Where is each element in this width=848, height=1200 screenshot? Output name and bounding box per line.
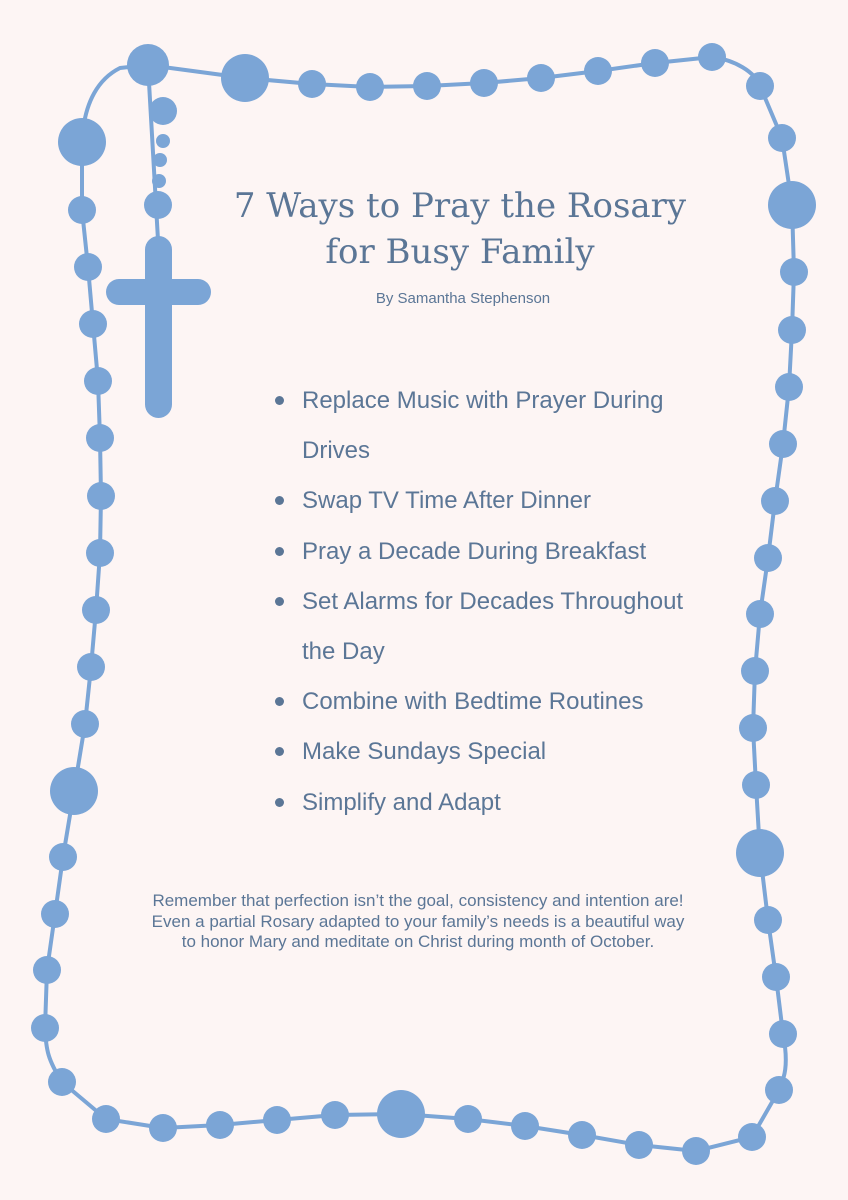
title-line-2: for Busy Family <box>325 232 595 272</box>
rosary-bead <box>221 54 269 102</box>
rosary-bead <box>86 424 114 452</box>
rosary-bead <box>780 258 808 286</box>
rosary-bead <box>765 1076 793 1104</box>
rosary-bead <box>761 487 789 515</box>
rosary-bead <box>149 1114 177 1142</box>
author-byline: By Samantha Stephenson <box>375 290 551 307</box>
list-item <box>272 577 692 677</box>
rosary-bead <box>742 771 770 799</box>
rosary-bead <box>746 600 774 628</box>
rosary-bead <box>568 1121 596 1149</box>
rosary-bead <box>82 596 110 624</box>
rosary-bead <box>71 710 99 738</box>
rosary-bead <box>746 72 774 100</box>
rosary-bead <box>741 657 769 685</box>
tips-list <box>272 376 692 828</box>
rosary-bead <box>377 1090 425 1138</box>
list-item <box>272 476 692 526</box>
bullet-icon <box>275 547 284 556</box>
rosary-bead <box>86 539 114 567</box>
bullet-icon <box>275 697 284 706</box>
rosary-bead <box>454 1105 482 1133</box>
rosary-bead <box>738 1123 766 1151</box>
rosary-bead <box>50 767 98 815</box>
list-item <box>272 527 692 577</box>
rosary-bead <box>321 1101 349 1129</box>
bullet-icon <box>275 798 284 807</box>
rosary-bead <box>68 196 96 224</box>
rosary-bead <box>92 1105 120 1133</box>
rosary-bead <box>470 69 498 97</box>
bullet-icon <box>275 747 284 756</box>
rosary-bead <box>356 73 384 101</box>
list-item-text: Make Sundays Special <box>302 738 547 766</box>
list-item <box>272 376 692 476</box>
rosary-bead <box>511 1112 539 1140</box>
rosary-bead <box>149 97 177 125</box>
rosary-bead <box>698 43 726 71</box>
rosary-bead <box>48 1068 76 1096</box>
bullet-icon <box>275 396 284 405</box>
rosary-bead <box>736 829 784 877</box>
rosary-bead <box>41 900 69 928</box>
rosary-bead <box>739 714 767 742</box>
title-line-1: 7 Ways to Pray the Rosary <box>233 186 687 226</box>
rosary-bead <box>156 134 170 148</box>
page-title <box>150 183 770 275</box>
list-item-text: Set Alarms for Decades Throughout the Day <box>302 587 684 666</box>
list-item <box>272 778 692 828</box>
list-item-text: Replace Music with Prayer During Drives <box>302 387 664 465</box>
rosary-bead <box>769 1020 797 1048</box>
rosary-bead <box>79 310 107 338</box>
rosary-bead <box>77 653 105 681</box>
rosary-bead <box>206 1111 234 1139</box>
rosary-bead <box>527 64 555 92</box>
rosary-bead <box>754 906 782 934</box>
list-item <box>272 677 692 727</box>
rosary-bead <box>754 544 782 572</box>
rosary-bead <box>584 57 612 85</box>
list-item-text: Pray a Decade During Breakfast <box>302 537 647 565</box>
rosary-bead <box>49 843 77 871</box>
rosary-bead <box>413 72 441 100</box>
rosary-bead <box>74 253 102 281</box>
rosary-bead <box>33 956 61 984</box>
closing-note: Remember that perfection isn’t the goal, consistency and intention are! Even a partial Rosary adapted to your family’s needs is a beautiful way to honor Mary and meditate on Christ during month of October. <box>151 891 685 951</box>
rosary-bead <box>768 124 796 152</box>
rosary-bead <box>31 1014 59 1042</box>
rosary-bead <box>778 316 806 344</box>
rosary-bead <box>641 49 669 77</box>
list-item-text: Swap TV Time After Dinner <box>302 487 592 515</box>
rosary-bead <box>625 1131 653 1159</box>
rosary-bead <box>84 367 112 395</box>
rosary-bead <box>682 1137 710 1165</box>
rosary-bead <box>768 181 816 229</box>
rosary-bead <box>58 118 106 166</box>
rosary-bead <box>775 373 803 401</box>
list-item <box>272 727 692 777</box>
rosary-bead <box>263 1106 291 1134</box>
rosary-bead <box>87 482 115 510</box>
rosary-bead <box>127 44 169 86</box>
bullet-icon <box>275 597 284 606</box>
rosary-bead <box>762 963 790 991</box>
list-item-text: Simplify and Adapt <box>302 788 501 816</box>
rosary-bead <box>153 153 167 167</box>
rosary-bead <box>769 430 797 458</box>
bullet-icon <box>275 496 284 505</box>
rosary-bead <box>298 70 326 98</box>
list-item-text: Combine with Bedtime Routines <box>302 688 644 716</box>
